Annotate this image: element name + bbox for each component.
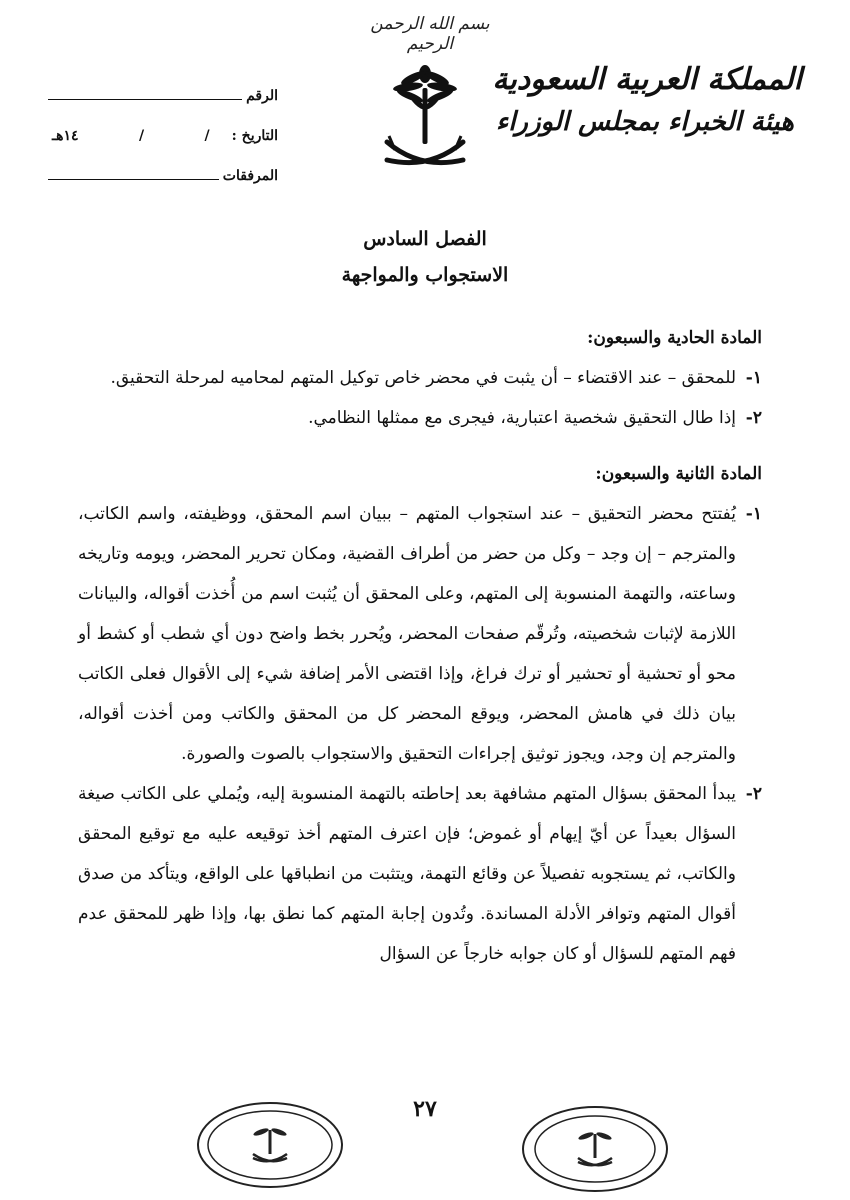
page-number: ٢٧ [413,1096,437,1122]
paragraph-text: إذا طال التحقيق شخصية اعتبارية، فيجرى مع ممثلها النظامي. [308,408,736,428]
paragraph-number: ١- [745,504,762,524]
paragraph [78,398,762,438]
chapter-subtitle: الاستجواب والمواجهة [341,264,509,286]
date-field [48,128,228,144]
reference-label: الرقم [246,88,278,104]
attachments-row [48,144,278,184]
paragraph [78,358,762,398]
chapter-title: الفصل السادس [363,228,487,250]
paragraph-text: يبدأ المحقق بسؤال المتهم مشافهة بعد إحاطته بالتهمة المنسوبة إليه، ويُملي على الكاتب صيغة السؤال بعيداً عن أيّ إيهام أو غموض؛ فإن اعترف المتهم أخذ توقيعه عليه مع توقيع المحقق والكاتب، ثم يستجوبه تفصيلاً عن وقائع التهمة، ويتثبت من انطباقها على الواقع، ويتأكد من صدق أقوال المتهم وتوافر الأدلة المساندة. وتُدون إجابة المتهم كما نطق بها، وإذا ظهر للمحقق عدم فهم المتهم للسؤال أو كان جوابه خارجاً عن السؤال [78,784,736,964]
paragraph-text: يُفتتح محضر التحقيق – عند استجواب المتهم – ببيان اسم المحقق، ووظيفته، واسم الكاتب، والمترجم – إن وجد – وكل من حضر من أطراف القضية، ومكان تحرير المحضر، ويومه وتاريخه وساعته، والتهمة المنسوبة إلى المتهم، وعلى المحقق أن يُثبت اسم من أُخذت أقواله، والبيانات اللازمة لإثبات شخصيته، وتُرقّم صفحات المحضر، ويُحرر بخط واضح دون أي شطب أو كشط أو محو أو تحشية أو تحشير أو ترك فراغ، وإذا اقتضى الأمر إضافة شيء إلى الأقوال فعلى الكاتب بيان ذلك في هامش المحضر، ويوقع المحضر كل من المحقق والكاتب ومن أخذت أقواله، والمترجم إن وجد، ويجوز توثيق إجراءات التحقيق والاستجواب بالصوت والصورة. [78,504,736,764]
paragraph-number: ٢- [745,784,762,804]
date-suffix: ١٤هـ [52,128,79,144]
date-label: التاريخ : [231,128,278,144]
attachments-label: المرفقات [222,168,278,184]
date-sep: / [138,128,145,144]
reference-line [48,85,242,100]
reference-row [48,64,278,104]
date-sep: / [204,128,210,144]
article-title: المادة الحادية والسبعون: [587,328,762,348]
document-meta [48,64,278,184]
official-seal-right-icon [520,1104,670,1194]
letterhead-title [482,58,802,142]
document-body [78,318,762,974]
official-seal-left-icon [195,1100,345,1190]
attachments-line [48,165,219,180]
paragraph [78,494,762,774]
kingdom-name: المملكة العربية السعودية [492,62,802,97]
basmala: بسم الله الرحمن الرحيم [370,14,490,54]
date-row [48,104,278,144]
paragraph-number: ١- [745,368,762,388]
paragraph [78,774,762,974]
authority-name: هيئة الخبراء بمجلس الوزراء [495,107,794,137]
paragraph-number: ٢- [745,408,762,428]
palm-swords-emblem-icon [375,60,475,180]
article-title: المادة الثانية والسبعون: [595,464,762,484]
paragraph-text: للمحقق – عند الاقتضاء – أن يثبت في محضر خاص توكيل المتهم لمحاميه لمرحلة التحقيق. [110,368,736,388]
